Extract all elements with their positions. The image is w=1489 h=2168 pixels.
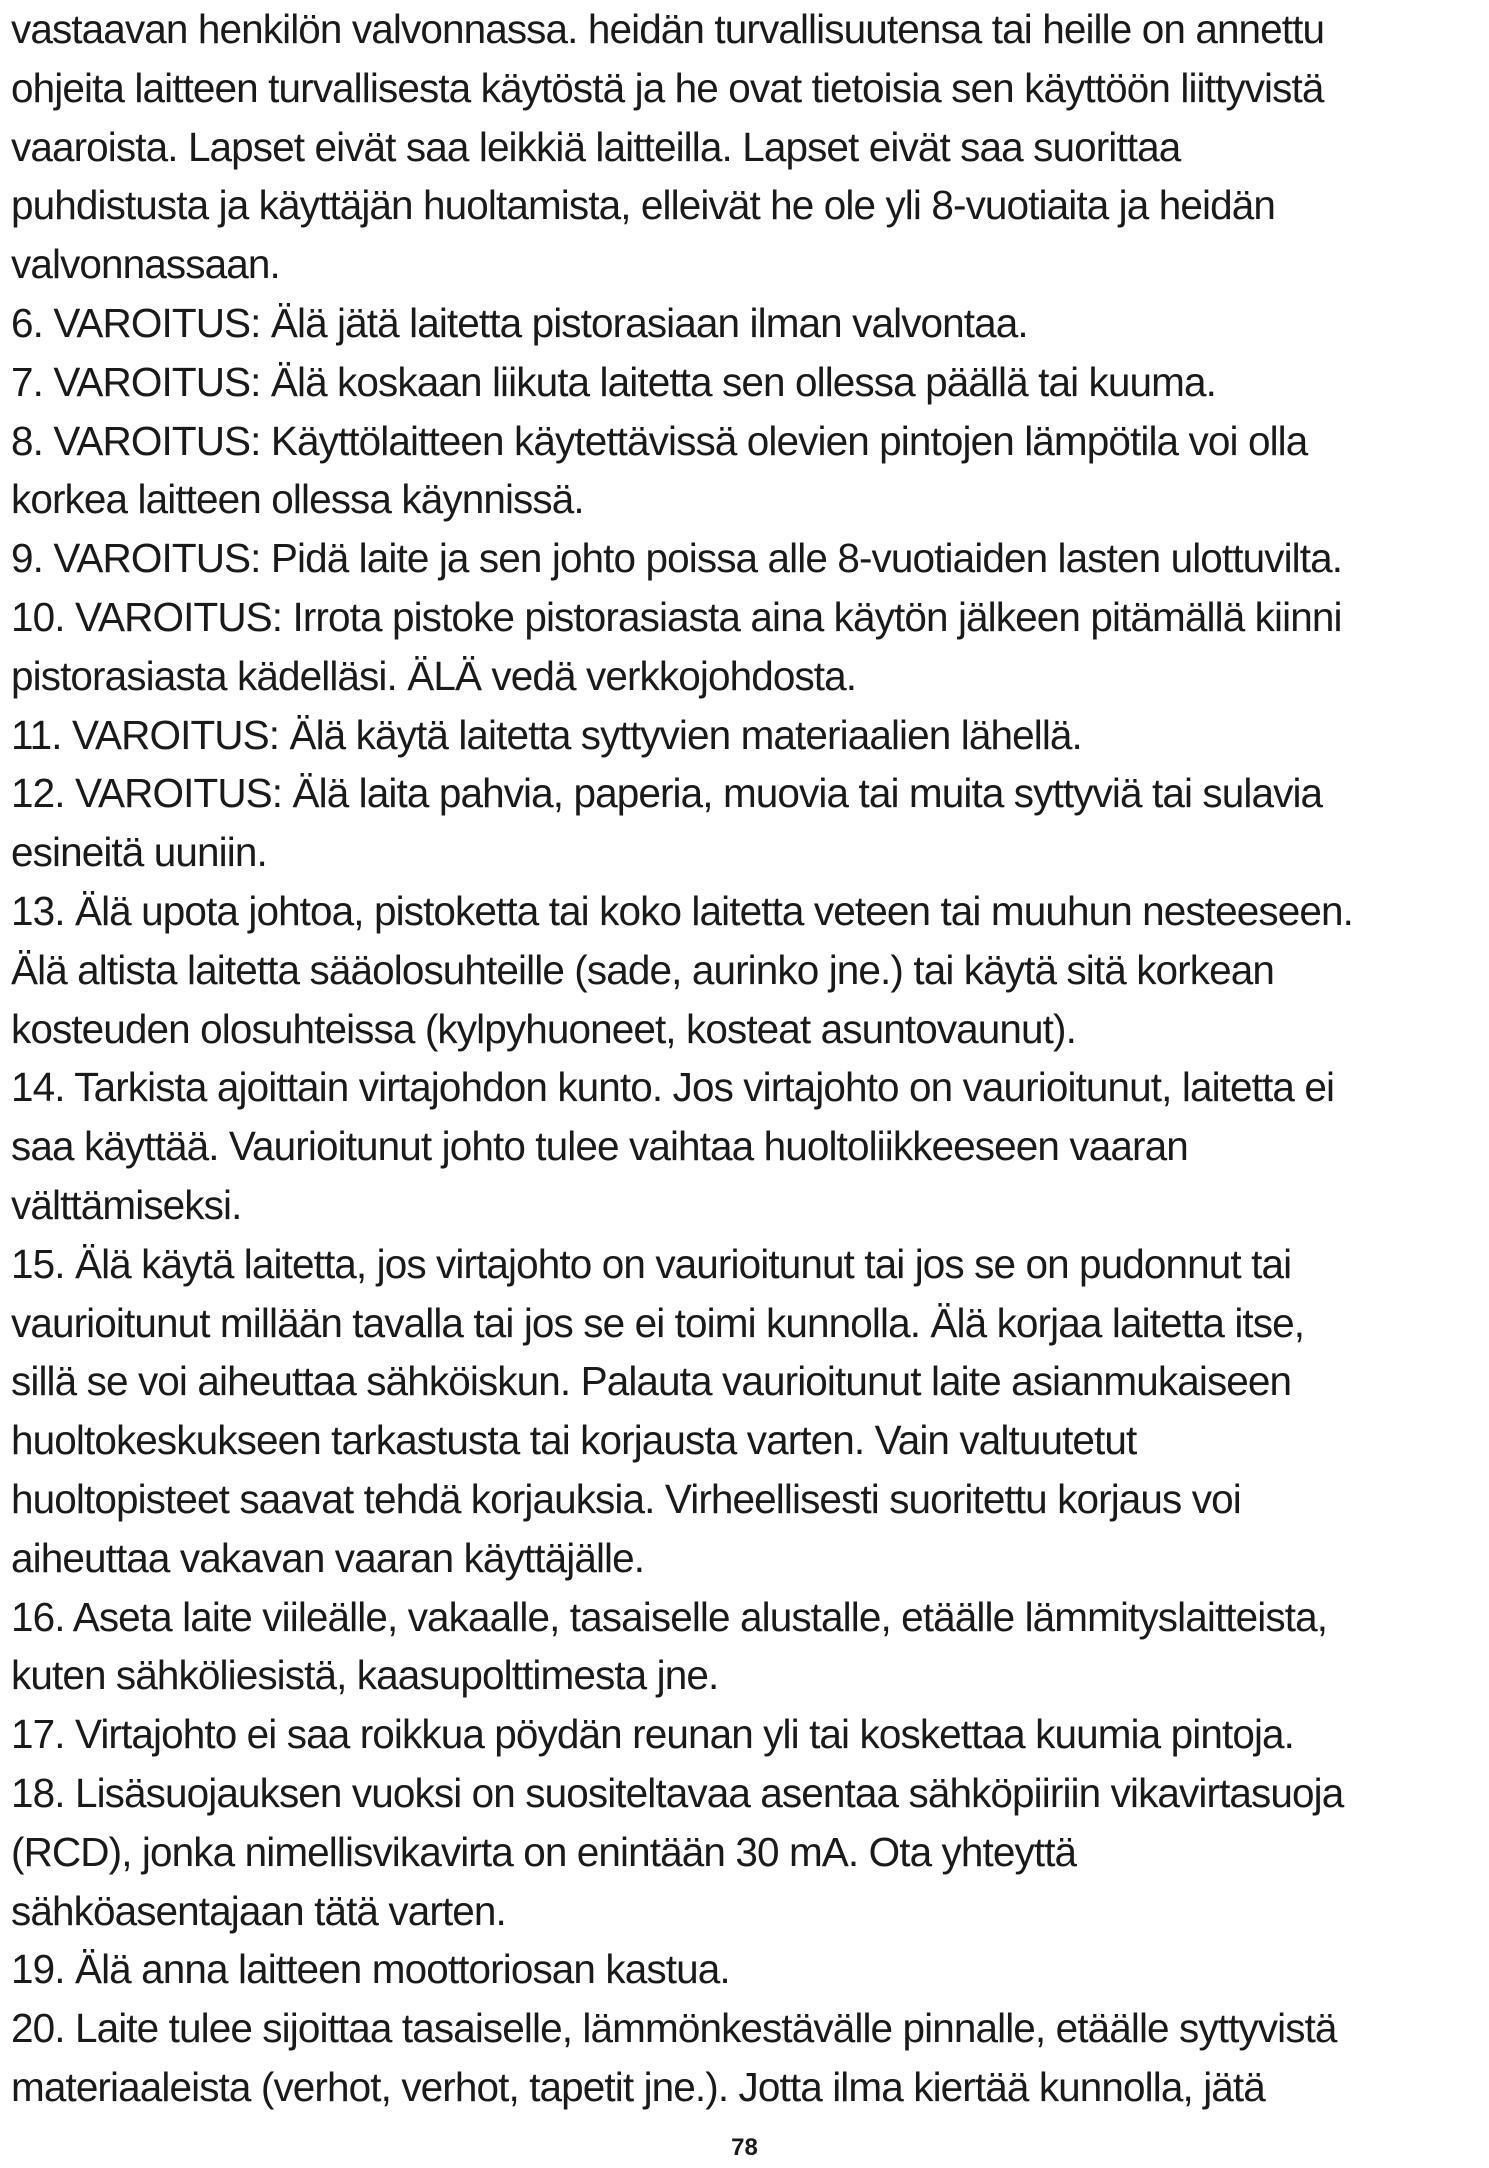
- text-line: 11. VAROITUS: Älä käytä laitetta syttyvien materiaalien lähellä.: [11, 711, 1082, 758]
- text-line: Älä altista laitetta sääolosuhteille (sade, aurinko jne.) tai käytä sitä korkean: [11, 946, 1274, 993]
- text-line: sillä se voi aiheuttaa sähköiskun. Palauta vaurioitunut laite asianmukaiseen: [11, 1358, 1292, 1405]
- instruction-item-14: [11, 1058, 1483, 1234]
- warning-item-6: [11, 294, 1483, 353]
- page-number: 78: [731, 2134, 758, 2161]
- instruction-item-17: [11, 1705, 1483, 1764]
- text-line: 16. Aseta laite viileälle, vakaalle, tasaiselle alustalle, etäälle lämmityslaitteista,: [11, 1593, 1328, 1640]
- text-line: 7. VAROITUS: Älä koskaan liikuta laitetta sen ollessa päällä tai kuuma.: [11, 358, 1216, 405]
- instruction-item-15: [11, 1235, 1483, 1588]
- instruction-item-13: [11, 882, 1483, 1058]
- instruction-item-16: [11, 1588, 1483, 1706]
- text-line: kuten sähköliesistä, kaasupolttimesta jne.: [11, 1652, 719, 1699]
- text-line: 8. VAROITUS: Käyttölaitteen käytettävissä olevien pintojen lämpötila voi olla: [11, 417, 1308, 464]
- text-line: puhdistusta ja käyttäjän huoltamista, elleivät he ole yli 8-vuotiaita ja heidän: [11, 182, 1275, 229]
- text-line: 14. Tarkista ajoittain virtajohdon kunto. Jos virtajohto on vaurioitunut, laitetta ei: [11, 1064, 1335, 1111]
- text-line: aiheuttaa vakavan vaaran käyttäjälle.: [11, 1534, 645, 1581]
- text-line: 20. Laite tulee sijoittaa tasaiselle, lämmönkestävälle pinnalle, etäälle syttyvistä: [11, 2005, 1337, 2052]
- text-line: huoltokeskukseen tarkastusta tai korjausta varten. Vain valtuutetut: [11, 1417, 1137, 1464]
- instruction-item-20: [11, 1999, 1483, 2117]
- text-line: korkea laitteen ollessa käynnissä.: [11, 476, 584, 523]
- paragraph-continuation: [11, 0, 1483, 294]
- instruction-item-18: [11, 1764, 1483, 1940]
- text-line: 9. VAROITUS: Pidä laite ja sen johto poissa alle 8-vuotiaiden lasten ulottuvilta.: [11, 535, 1343, 582]
- text-line: esineitä uuniin.: [11, 829, 267, 876]
- text-line: 19. Älä anna laitteen moottoriosan kastua.: [11, 1946, 730, 1993]
- document-body: [11, 0, 1483, 2117]
- text-line: ohjeita laitteen turvallisesta käytöstä ja he ovat tietoisia sen käyttöön liittyvistä: [11, 64, 1324, 111]
- instruction-item-19: [11, 1940, 1483, 1999]
- text-line: 13. Älä upota johtoa, pistoketta tai koko laitetta veteen tai muuhun nesteeseen.: [11, 887, 1353, 934]
- text-line: 6. VAROITUS: Älä jätä laitetta pistorasiaan ilman valvontaa.: [11, 299, 1028, 346]
- text-line: pistorasiasta kädelläsi. ÄLÄ vedä verkkojohdosta.: [11, 652, 857, 699]
- text-line: (RCD), jonka nimellisvikavirta on enintään 30 mA. Ota yhteyttä: [11, 1828, 1077, 1875]
- warning-item-7: [11, 353, 1483, 412]
- text-line: 12. VAROITUS: Älä laita pahvia, paperia, muovia tai muita syttyviä tai sulavia: [11, 770, 1323, 817]
- text-line: huoltopisteet saavat tehdä korjauksia. Virheellisesti suoritettu korjaus voi: [11, 1475, 1241, 1522]
- warning-item-11: [11, 706, 1483, 765]
- text-line: valvonnassaan.: [11, 241, 280, 288]
- text-line: välttämiseksi.: [11, 1181, 242, 1228]
- text-line: 15. Älä käytä laitetta, jos virtajohto on vaurioitunut tai jos se on pudonnut tai: [11, 1240, 1292, 1287]
- warning-item-10: [11, 588, 1483, 706]
- text-line: vastaavan henkilön valvonnassa. heidän turvallisuutensa tai heille on annettu: [11, 6, 1325, 52]
- text-line: materiaaleista (verhot, verhot, tapetit jne.). Jotta ilma kiertää kunnolla, jätä: [11, 2063, 1265, 2110]
- text-line: kosteuden olosuhteissa (kylpyhuoneet, kosteat asuntovaunut).: [11, 1005, 1076, 1052]
- text-line: vaaroista. Lapset eivät saa leikkiä laitteilla. Lapset eivät saa suorittaa: [11, 123, 1181, 170]
- warning-item-12: [11, 764, 1483, 882]
- text-line: 17. Virtajohto ei saa roikkua pöydän reunan yli tai koskettaa kuumia pintoja.: [11, 1711, 1295, 1758]
- text-line: sähköasentajaan tätä varten.: [11, 1887, 506, 1934]
- text-line: vaurioitunut millään tavalla tai jos se ei toimi kunnolla. Älä korjaa laitetta itse,: [11, 1299, 1305, 1346]
- text-line: 18. Lisäsuojauksen vuoksi on suositeltavaa asentaa sähköpiiriin vikavirtasuoja: [11, 1769, 1344, 1816]
- warning-item-9: [11, 529, 1483, 588]
- text-line: 10. VAROITUS: Irrota pistoke pistorasiasta aina käytön jälkeen pitämällä kiinni: [11, 593, 1342, 640]
- text-line: saa käyttää. Vaurioitunut johto tulee vaihtaa huoltoliikkeeseen vaaran: [11, 1123, 1188, 1170]
- warning-item-8: [11, 412, 1483, 530]
